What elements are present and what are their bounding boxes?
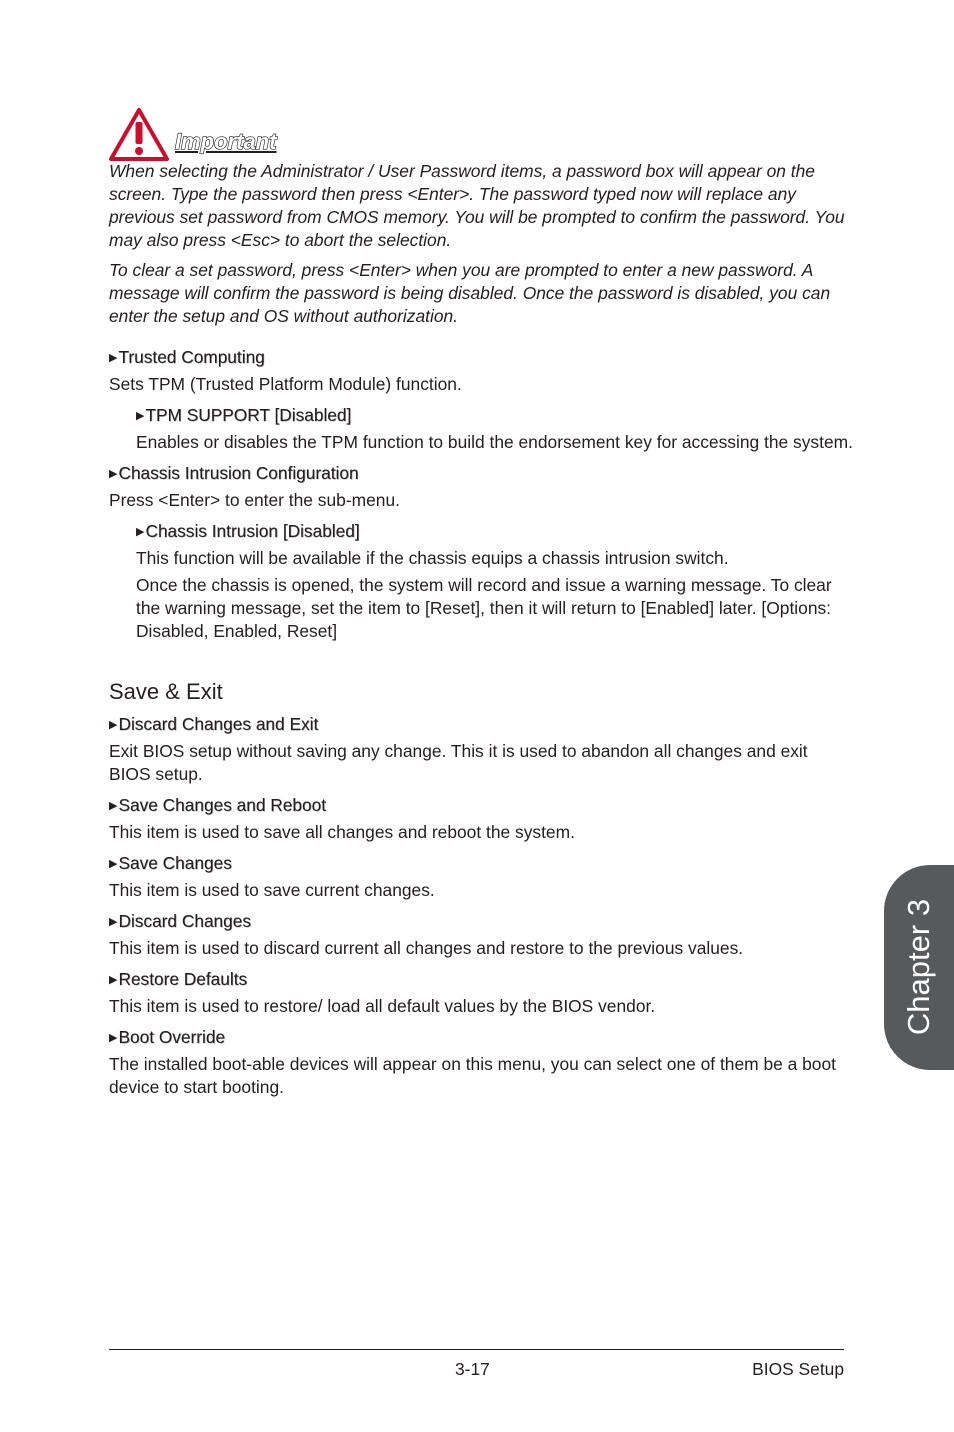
item-title: Save Changes [118,853,232,873]
page-number: 3-17 [455,1359,490,1379]
section-title-save-exit: Save & Exit [109,679,223,704]
manual-content [109,338,854,1099]
important-paragraph: To clear a set password, press <Enter> when you are prompted to enter a new password. A message will confirm the password is being disabled. Once the password is disabled, you can enter the setup and OS without authorization. [109,260,831,326]
item-title: Restore Defaults [118,969,248,989]
triangle-right-icon: ▶ [109,858,118,870]
item-title: Chassis Intrusion Configuration [118,463,359,483]
triangle-right-icon: ▶ [109,352,118,364]
item-heading [136,404,854,427]
triangle-right-icon: ▶ [109,719,118,731]
item-heading [109,346,854,369]
item-title: Save Changes and Reboot [118,795,326,815]
triangle-right-icon: ▶ [109,916,118,928]
important-paragraph: When selecting the Administrator / User Password items, a password box will appear on the screen. Type the password then press <Enter>. The password typed now will replace any previous set password from CMOS memory. You will be prompted to confirm the password. You may also press <Esc> to abort the selection. [109,161,845,250]
triangle-right-icon: ▶ [109,974,118,986]
item-description: This item is used to save all changes and reboot the system. [109,822,575,842]
item-heading [109,910,854,933]
item-description: This function will be available if the chassis equips a chassis intrusion switch. [136,548,729,568]
item-description: Once the chassis is opened, the system will record and issue a warning message. To clear the warning message, set the item to [Reset], then it will return to [Enabled] later. [Options: Disabled, Enabled, Reset] [136,575,832,641]
item-title: Trusted Computing [118,347,265,367]
footer-divider [109,1349,844,1350]
sub-item [136,520,854,643]
item-description: This item is used to discard current all changes and restore to the previous values. [109,938,744,958]
item-heading [109,794,854,817]
chapter-label: Chapter 3 [901,898,936,1036]
chapter-tab [884,865,954,1070]
item-title: Discard Changes [118,911,252,931]
item-description: This item is used to restore/ load all default values by the BIOS vendor. [109,996,656,1016]
item-description: This item is used to save current changes. [109,880,435,900]
item-heading [109,968,854,991]
item-description: Press <Enter> to enter the sub-menu. [109,490,400,510]
triangle-right-icon: ▶ [136,526,145,538]
sub-item [136,404,854,454]
triangle-right-icon: ▶ [109,800,118,812]
footer-section-name: BIOS Setup [752,1359,844,1379]
item-description: Sets TPM (Trusted Platform Module) function. [109,374,462,394]
triangle-right-icon: ▶ [109,468,118,480]
important-title: Important [175,129,277,154]
triangle-right-icon: ▶ [136,410,145,422]
warning-triangle-icon [108,107,170,163]
item-heading [109,852,854,875]
item-heading [136,520,854,543]
item-title: Boot Override [118,1027,226,1047]
item-description: The installed boot-able devices will appear on this menu, you can select one of them be a boot device to start booting. [109,1054,836,1097]
item-title: Chassis Intrusion [Disabled] [145,521,360,541]
item-heading [109,1026,854,1049]
item-description: Enables or disables the TPM function to build the endorsement key for accessing the system. [136,432,853,452]
item-title: Discard Changes and Exit [118,714,319,734]
item-title: TPM SUPPORT [Disabled] [145,405,352,425]
item-heading [109,462,854,485]
item-heading [109,713,854,736]
important-note-body [109,160,854,335]
item-description: Exit BIOS setup without saving any change. This it is used to abandon all changes and exit BIOS setup. [109,741,808,784]
triangle-right-icon: ▶ [109,1032,118,1044]
